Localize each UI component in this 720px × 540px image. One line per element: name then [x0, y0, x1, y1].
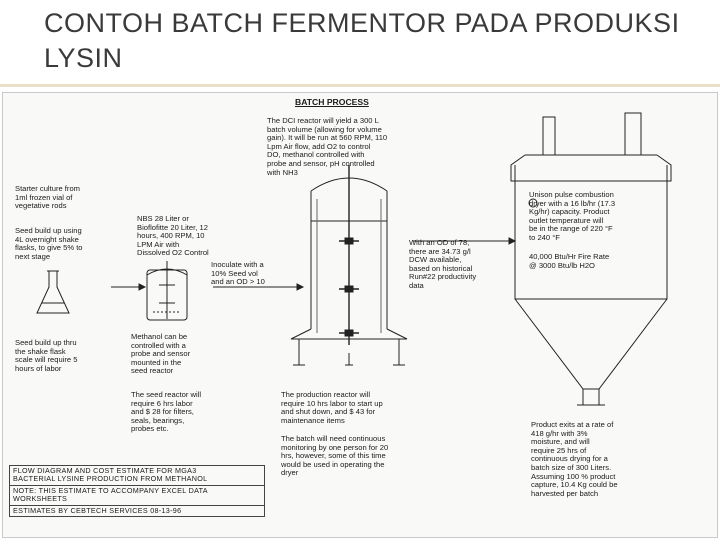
note-nbs-reactor: NBS 28 Liter or Bioflofitte 20 Liter, 12 hours, 400 RPM, 10 LPM Air with Dissolved O2 Control	[137, 214, 209, 258]
note-methanol-control: Methanol can be controlled with a probe and sensor mounted in the seed reactor	[131, 332, 191, 376]
diagram-header: BATCH PROCESS	[295, 97, 369, 107]
slide-title: CONTOH BATCH FERMENTOR PADA PRODUKSI LYSIN	[44, 8, 680, 73]
dryer-dome	[511, 155, 671, 181]
dryer-exhaust-right	[625, 113, 641, 155]
footer-line-note: NOTE: THIS ESTIMATE TO ACCOMPANY EXCEL DATA WORKSHEETS	[10, 486, 264, 506]
batch-process-diagram	[2, 92, 718, 538]
note-od-78: With an OD of 78, there are 34.73 g/l DCW available, based on historical Run#22 productivity data	[409, 238, 477, 290]
dryer-exhaust-left	[543, 117, 555, 155]
footer-line-title: FLOW DIAGRAM AND COST ESTIMATE FOR MGA3 BACTERIAL LYSINE PRODUCTION FROM METHANOL	[10, 466, 264, 486]
footer-line-estimates: ESTIMATES BY CEBTECH SERVICES 08-13-96	[13, 505, 182, 515]
note-dci-reactor: The DCI reactor will yield a 300 L batch volume (allowing for volume gain). It will be run at 560 RPM, 110 Lpm Air flow, add O2 to control DO, methanol controlled with probe and sensor, pH controlled with NH3	[267, 116, 388, 177]
shake-flask-shape	[37, 271, 69, 313]
note-production-reactor-cost: The production reactor will require 10 hrs labor to start up and shut down, and $ 43 for maintenance items	[281, 390, 383, 425]
note-seed-shake-flasks: Seed build up using 4L overnight shake flasks, to give 5% to next stage	[15, 226, 83, 261]
note-product-exit: Product exits at a rate of 418 g/hr with 3% moisture, and will require 25 hrs of continuous drying for a batch size of 300 Liters. Assuming 100 % product capture, 10.4 Kg could be harvested per batch	[531, 420, 618, 498]
note-inoculate: Inoculate with a 10% Seed vol and an OD > 10	[211, 260, 265, 287]
dryer-cone	[515, 299, 667, 389]
note-starter-culture: Starter culture from 1ml frozen vial of vegetative rods	[15, 184, 80, 211]
note-fire-rate: 40,000 Btu/Hr Fire Rate @ 3000 Btu/lb H2O	[529, 252, 610, 270]
note-seed-reactor-cost: The seed reactor will require 6 hrs labor and $ 28 for filters, seals, bearings, probes etc.	[131, 390, 202, 434]
diagram-footer	[9, 465, 265, 517]
note-monitoring: The batch will need continuous monitoring by one person for 20 hrs, however, some of this time would be used in operating the dryer	[281, 434, 389, 478]
title-divider	[0, 84, 720, 87]
note-seed-labor: Seed build up thru the shake flask scale will require 5 hours of labor	[15, 338, 78, 373]
note-unison-dryer: Unison pulse combustion dryer with a 16 lb/hr (17.3 Kg/hr) capacity. Product outlet temperature will be in the range of 220 °F to 240 °F	[529, 190, 616, 242]
